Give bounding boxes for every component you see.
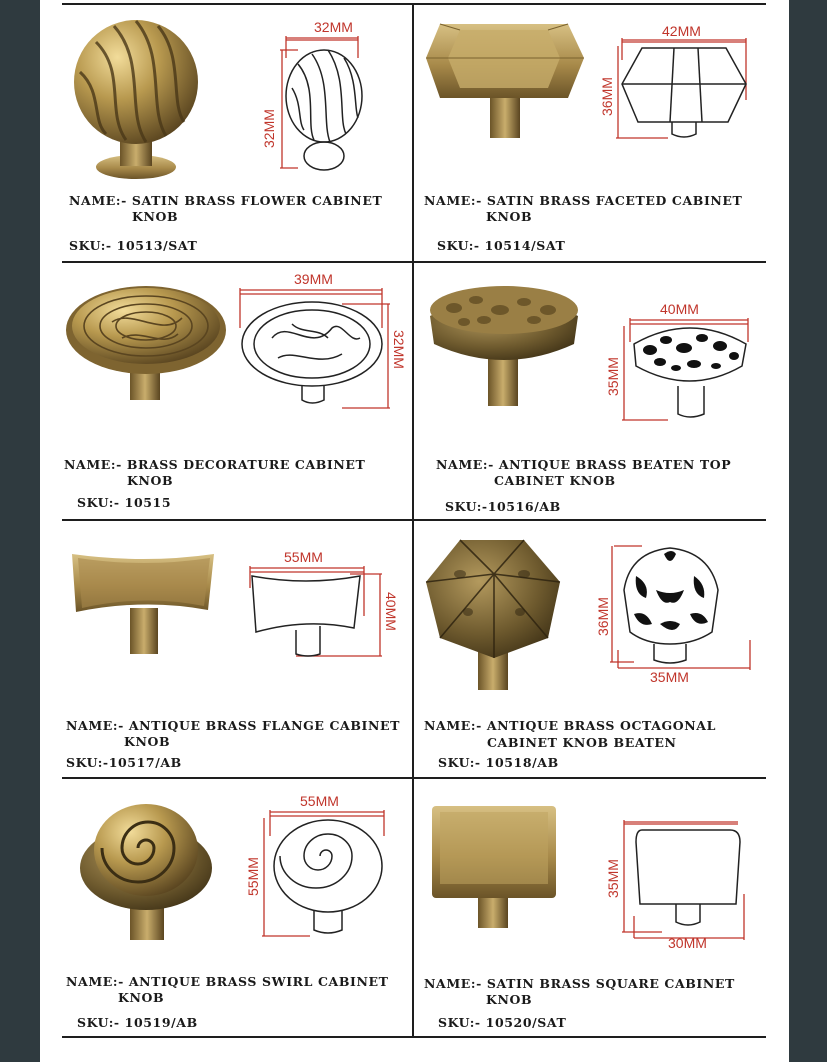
decorature-knob-photo [62, 278, 232, 408]
product-name: NAME:- SATIN BRASS FLOWER CABINET [69, 193, 383, 208]
flower-knob-photo [66, 12, 206, 182]
dim-height-label: 55MM [245, 857, 261, 896]
product-sku: SKU:-10516/AB [445, 499, 561, 514]
product-sku: SKU:- 10515 [77, 495, 172, 510]
dim-height-label: 32MM [261, 109, 277, 148]
dim-width-label: 39MM [294, 271, 333, 287]
square-knob-photo [426, 802, 566, 932]
faceted-knob-photo [420, 14, 590, 144]
dim-width-label: 35MM [650, 669, 689, 685]
grid-line [62, 1036, 766, 1038]
product-name-continued: KNOB [486, 992, 533, 1007]
decorature-knob-drawing [232, 268, 412, 418]
product-sku: SKU:- 10518/AB [438, 755, 559, 770]
grid-divider [412, 4, 414, 1038]
right-border-bar [789, 0, 827, 1062]
dim-width-label: 30MM [668, 935, 707, 951]
product-sku: SKU:- 10513/SAT [69, 238, 198, 253]
product-name: NAME:- ANTIQUE BRASS FLANGE CABINET [66, 718, 401, 733]
dim-width-label: 42MM [662, 23, 701, 39]
product-name-continued: KNOB [132, 209, 179, 224]
swirl-knob-drawing [240, 796, 400, 946]
octagonal-knob-drawing [594, 540, 764, 690]
grid-line [62, 777, 766, 779]
product-name: NAME:- BRASS DECORATURE CABINET [64, 457, 366, 472]
dim-width-label: 32MM [314, 19, 353, 35]
dim-height-label: 32MM [391, 330, 407, 369]
product-name-continued: KNOB [118, 990, 165, 1005]
left-border-bar [0, 0, 40, 1062]
dim-height-label: 36MM [595, 597, 611, 636]
product-name-continued: KNOB [127, 473, 174, 488]
dim-height-label: 35MM [605, 859, 621, 898]
product-sku: SKU:- 10519/AB [77, 1015, 198, 1030]
product-name-continued: KNOB [124, 734, 171, 749]
square-knob-drawing [604, 814, 764, 954]
grid-line [62, 519, 766, 521]
grid-line [62, 261, 766, 263]
product-name: NAME:- ANTIQUE BRASS BEATEN TOP [436, 457, 732, 472]
product-sku: SKU:- 10514/SAT [437, 238, 566, 253]
product-sku: SKU:- 10520/SAT [438, 1015, 567, 1030]
product-sku: SKU:-10517/AB [66, 755, 182, 770]
beaten-top-knob-drawing [604, 296, 764, 426]
product-name: NAME:- SATIN BRASS FACETED CABINET [424, 193, 743, 208]
product-name-continued: CABINET KNOB BEATEN [487, 735, 677, 750]
product-name-continued: CABINET KNOB [494, 473, 616, 488]
octagonal-knob-photo [420, 534, 570, 694]
flower-knob-drawing [258, 18, 398, 178]
product-name: NAME:- ANTIQUE BRASS OCTAGONAL [424, 718, 716, 733]
flange-knob-photo [64, 550, 244, 660]
dim-width-label: 55MM [284, 549, 323, 565]
grid-line [62, 3, 766, 5]
dim-width-label: 40MM [660, 301, 699, 317]
flange-knob-drawing [240, 546, 400, 666]
beaten-top-knob-photo [424, 280, 584, 412]
product-name: NAME:- ANTIQUE BRASS SWIRL CABINET [66, 974, 389, 989]
dim-height-label: 36MM [599, 77, 615, 116]
dim-height-label: 40MM [383, 592, 399, 631]
dim-width-label: 55MM [300, 796, 339, 809]
faceted-knob-drawing [598, 20, 758, 150]
swirl-knob-photo [76, 794, 226, 944]
dim-height-label: 35MM [605, 357, 621, 396]
product-name-continued: KNOB [486, 209, 533, 224]
product-name: NAME:- SATIN BRASS SQUARE CABINET [424, 976, 735, 991]
